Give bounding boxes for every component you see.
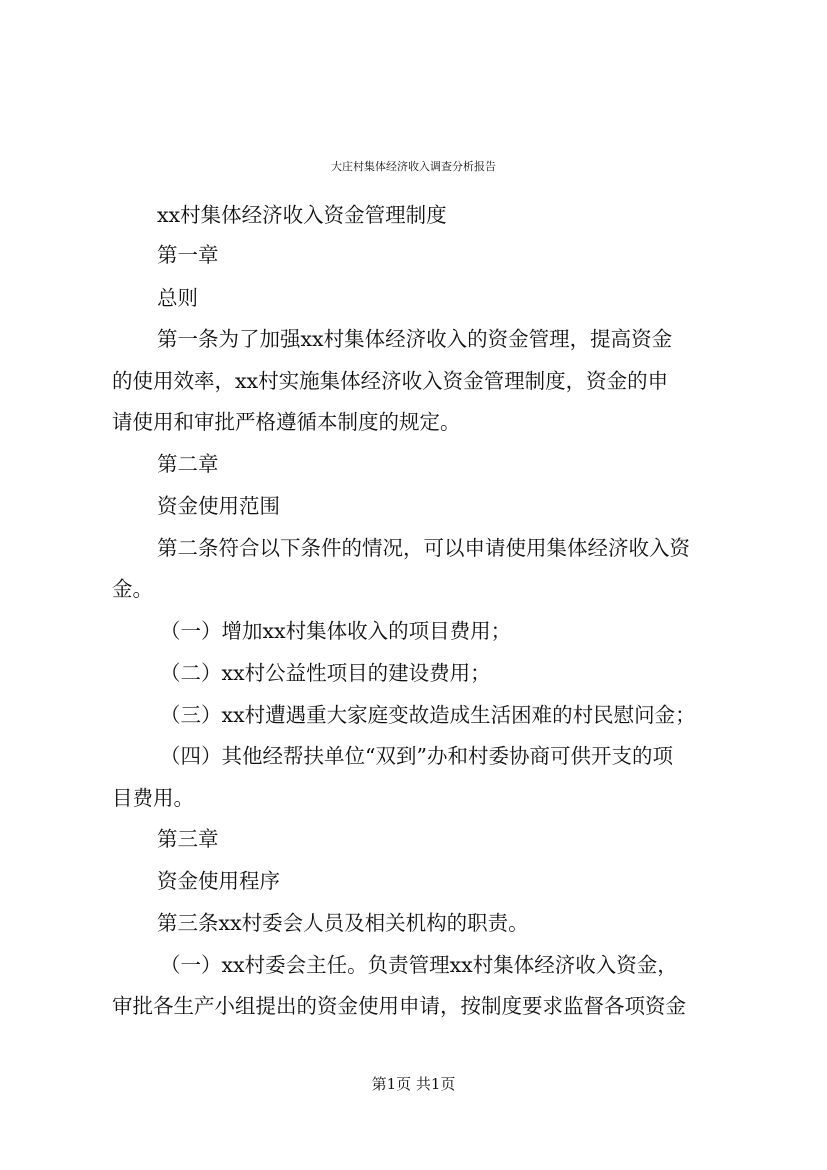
chapter-heading: 第三章 [157,827,219,851]
list-item: （一）xx村委会主任。负责管理xx村集体经济收入资金， [160,953,678,977]
list-item: （一）增加xx村集体收入的项目费用； [160,619,512,643]
paragraph-line: 审批各生产小组提出的资金使用申请，按制度要求监督各项资金 [112,994,686,1018]
section-heading: 总则 [157,286,198,310]
paragraph-line: 第二条符合以下条件的情况，可以申请使用集体经济收入资 [157,536,690,560]
paragraph-line: 第一条为了加强xx村集体经济收入的资金管理，提高资金 [157,327,673,351]
section-heading: 资金使用程序 [157,869,280,893]
paragraph-line: 目费用。 [112,786,194,810]
section-heading: 资金使用范围 [157,494,280,518]
paragraph-line: 的使用效率，xx村实施集体经济收入资金管理制度，资金的申 [112,369,669,393]
list-item: （四）其他经帮扶单位“双到”办和村委协商可供开支的项 [160,744,673,768]
chapter-heading: 第二章 [157,452,219,476]
paragraph-line: 第三条xx村委会人员及相关机构的职责。 [157,911,529,935]
paragraph-line: xx村集体经济收入资金管理制度 [157,203,447,227]
document-title: 大庄村集体经济收入调查分析报告 [331,160,496,173]
list-item: （三）xx村遭遇重大家庭变故造成生活困难的村民慰问金； [160,703,696,727]
paragraph-line: 请使用和审批严格遵循本制度的规定。 [112,410,461,434]
paragraph-line: 金。 [112,577,153,601]
list-item: （二）xx村公益性项目的建设费用； [160,661,491,685]
chapter-heading: 第一章 [157,243,219,267]
page-footer: 第1页 共1页 [371,1075,456,1093]
